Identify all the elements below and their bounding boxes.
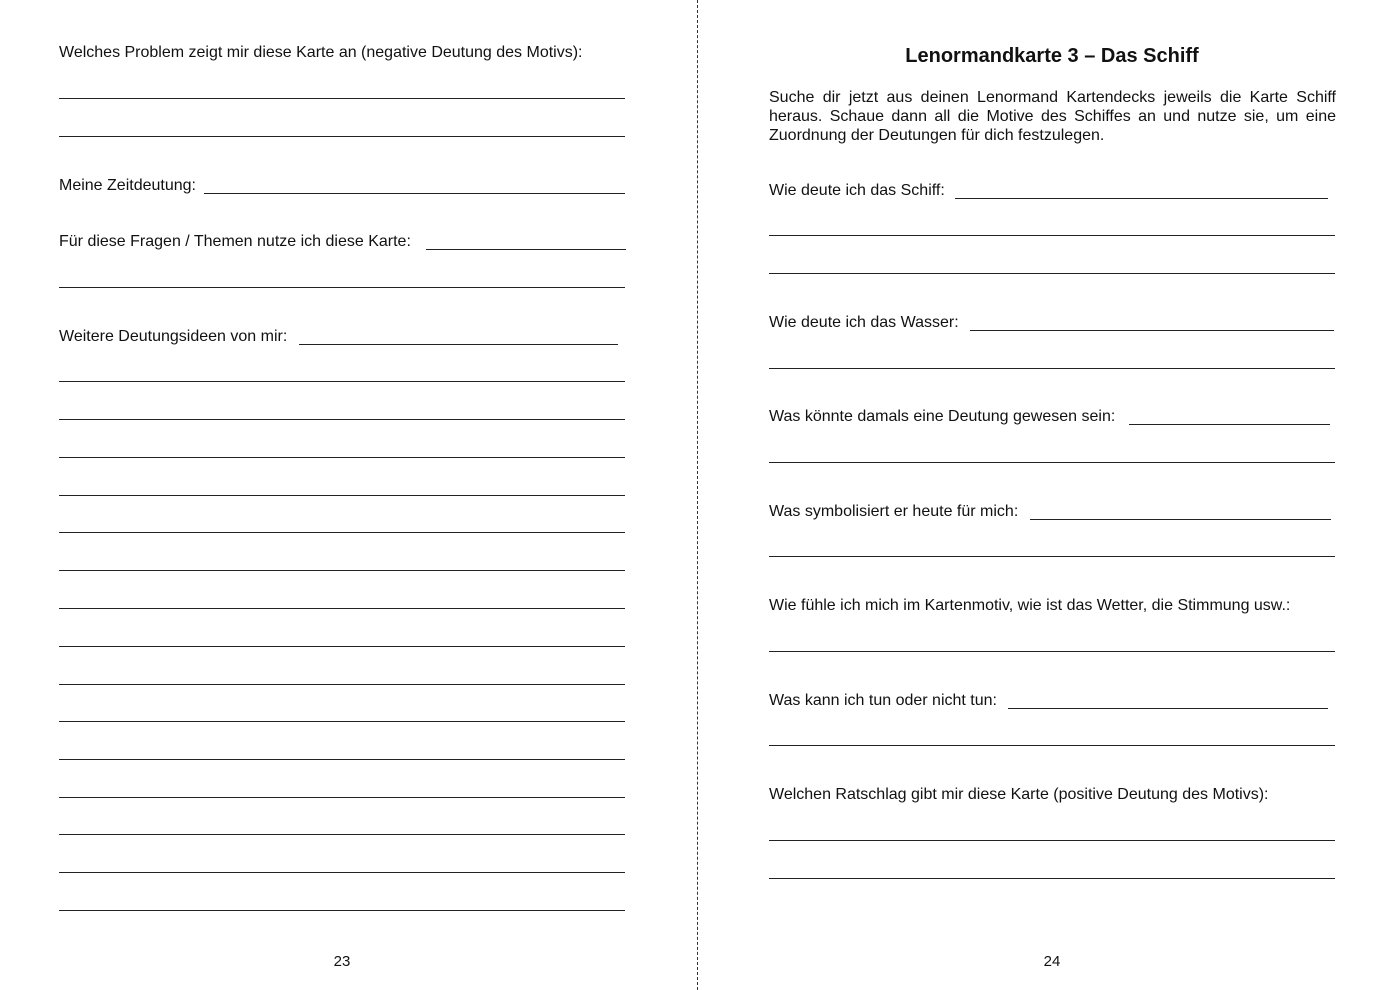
prompt-today: Was symbolisiert er heute für mich: [769, 503, 1019, 520]
answer-line-today-inline[interactable] [1030, 519, 1331, 520]
prompt-time: Meine Zeitdeutung: [59, 177, 196, 194]
page-number: 23 [333, 953, 351, 970]
answer-line-problem-2[interactable] [59, 136, 625, 137]
intro-paragraph: Suche dir jetzt aus deinen Lenormand Kartendecks jeweils die Karte Schiff heraus. Schaue dann all die Motive des Schiffes an und nutze sie, um eine Zuordnung der Deutungen für dich festzulegen. [769, 89, 1336, 144]
prompt-topics: Für diese Fragen / Themen nutze ich diese Karte: [59, 233, 411, 250]
answer-line-ideas[interactable] [59, 646, 625, 647]
answer-line-ship-3[interactable] [769, 273, 1335, 274]
answer-line-problem-1[interactable] [59, 98, 625, 99]
answer-line-water-2[interactable] [769, 368, 1335, 369]
answer-line-ship-inline[interactable] [955, 198, 1328, 199]
answer-line-water-inline[interactable] [970, 330, 1334, 331]
answer-line-advice-1[interactable] [769, 840, 1335, 841]
page-title: Lenormandkarte 3 – Das Schiff [905, 45, 1199, 67]
answer-line-ideas[interactable] [59, 910, 625, 911]
answer-line-today-2[interactable] [769, 556, 1335, 557]
prompt-ship: Wie deute ich das Schiff: [769, 182, 945, 199]
prompt-advice: Welchen Ratschlag gibt mir diese Karte (positive Deutung des Motivs): [769, 786, 1269, 803]
prompt-action: Was kann ich tun oder nicht tun: [769, 692, 997, 709]
answer-line-ideas[interactable] [59, 457, 625, 458]
prompt-water: Wie deute ich das Wasser: [769, 314, 959, 331]
right-page [698, 0, 1385, 990]
answer-line-ideas[interactable] [59, 419, 625, 420]
prompt-problem: Welches Problem zeigt mir diese Karte an (negative Deutung des Motivs): [59, 44, 583, 61]
answer-line-action-2[interactable] [769, 745, 1335, 746]
answer-line-topics-inline[interactable] [426, 249, 626, 250]
answer-line-ideas[interactable] [59, 834, 625, 835]
answer-line-feeling[interactable] [769, 651, 1335, 652]
prompt-past: Was könnte damals eine Deutung gewesen sein: [769, 408, 1116, 425]
answer-line-ideas[interactable] [59, 872, 625, 873]
answer-line-ideas[interactable] [59, 684, 625, 685]
answer-line-ideas[interactable] [59, 797, 625, 798]
answer-line-time[interactable] [204, 193, 625, 194]
answer-line-action-inline[interactable] [1008, 708, 1328, 709]
answer-line-past-2[interactable] [769, 462, 1335, 463]
answer-line-past-inline[interactable] [1129, 424, 1330, 425]
answer-line-ideas[interactable] [59, 608, 625, 609]
answer-line-ideas[interactable] [59, 570, 625, 571]
answer-line-ideas[interactable] [59, 495, 625, 496]
answer-line-ideas[interactable] [59, 532, 625, 533]
answer-line-ideas[interactable] [59, 721, 625, 722]
page-number: 24 [1043, 953, 1061, 970]
answer-line-ship-2[interactable] [769, 235, 1335, 236]
prompt-feeling: Wie fühle ich mich im Kartenmotiv, wie ist das Wetter, die Stimmung usw.: [769, 597, 1291, 614]
answer-line-ideas-inline[interactable] [299, 344, 618, 345]
answer-line-ideas[interactable] [59, 381, 625, 382]
answer-line-topics-2[interactable] [59, 287, 625, 288]
prompt-ideas: Weitere Deutungsideen von mir: [59, 328, 288, 345]
answer-line-advice-2[interactable] [769, 878, 1335, 879]
answer-line-ideas[interactable] [59, 759, 625, 760]
